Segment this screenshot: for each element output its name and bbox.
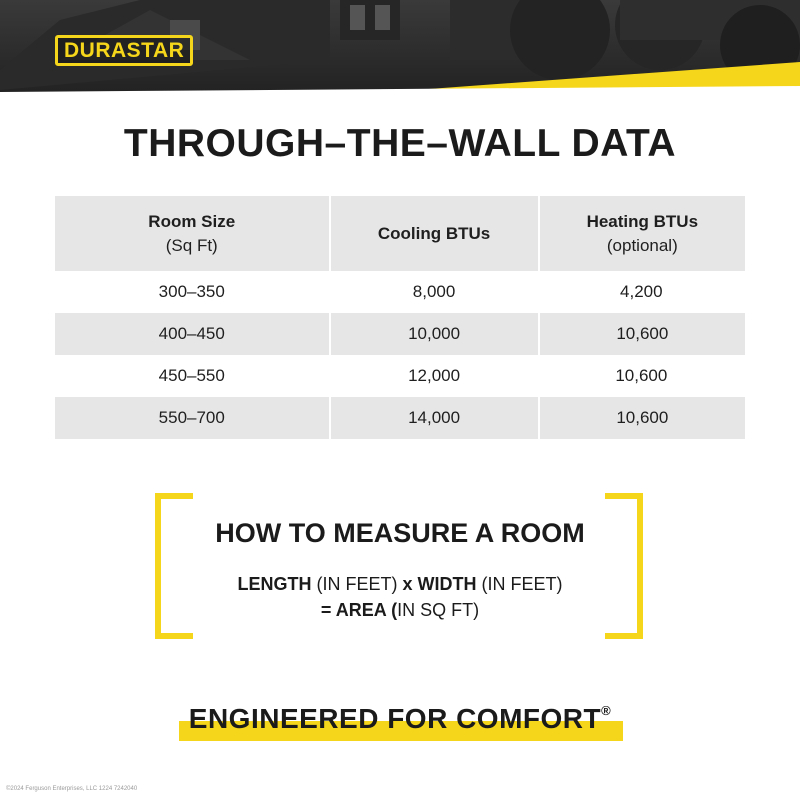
cell-room-size: 550–700: [55, 397, 331, 439]
header-cooling-btus: [331, 196, 540, 271]
formula-width: x WIDTH: [402, 574, 477, 594]
tagline-text: ENGINEERED FOR COMFORT: [188, 703, 602, 734]
header-photo-band: [0, 0, 800, 110]
header-heating-btus: [540, 196, 745, 271]
formula-unit: (IN FEET): [476, 574, 563, 594]
formula-area: = AREA (: [320, 600, 398, 620]
header-sublabel: (Sq Ft): [165, 235, 218, 255]
header-label: Heating BTUs: [586, 211, 699, 231]
measure-title: HOW TO MEASURE A ROOM: [215, 518, 585, 548]
formula-unit: (IN FEET): [311, 574, 403, 594]
cell-heating: 10,600: [615, 366, 668, 385]
cell-heating: 10,600: [540, 397, 745, 439]
cell-room-size: 400–450: [55, 313, 331, 355]
btu-data-table: [55, 196, 745, 439]
durastar-logo: DURASTAR: [55, 35, 193, 66]
formula-unit: IN SQ FT): [397, 600, 480, 620]
tagline-container: [0, 703, 800, 735]
cell-cooling: 8,000: [412, 282, 456, 301]
tagline: [183, 703, 617, 735]
header-sublabel: (optional): [606, 235, 678, 255]
formula-line-2: [0, 598, 800, 622]
header-label: Room Size: [148, 211, 236, 231]
table-row: [55, 355, 745, 397]
header-label: Cooling BTUs: [377, 223, 491, 243]
copyright-footnote: ©2024 Ferguson Enterprises, LLC 1224 7242040: [6, 786, 138, 792]
cell-cooling: 10,000: [331, 313, 540, 355]
formula-length: LENGTH: [237, 574, 312, 594]
registered-mark: ®: [601, 703, 612, 718]
cell-cooling: 12,000: [408, 366, 461, 385]
table-row: [55, 271, 745, 313]
cell-room-size: 450–550: [158, 366, 225, 385]
page-title: THROUGH–THE–WALL DATA: [123, 122, 677, 165]
table-header-row: [55, 196, 745, 271]
formula-line-1: [0, 572, 800, 596]
table-row: [55, 313, 745, 355]
table-row: [55, 397, 745, 439]
cell-cooling: 14,000: [331, 397, 540, 439]
cell-room-size: 300–350: [158, 282, 225, 301]
cell-heating: 4,200: [620, 282, 663, 301]
cell-heating: 10,600: [540, 313, 745, 355]
header-room-size: [55, 196, 331, 271]
